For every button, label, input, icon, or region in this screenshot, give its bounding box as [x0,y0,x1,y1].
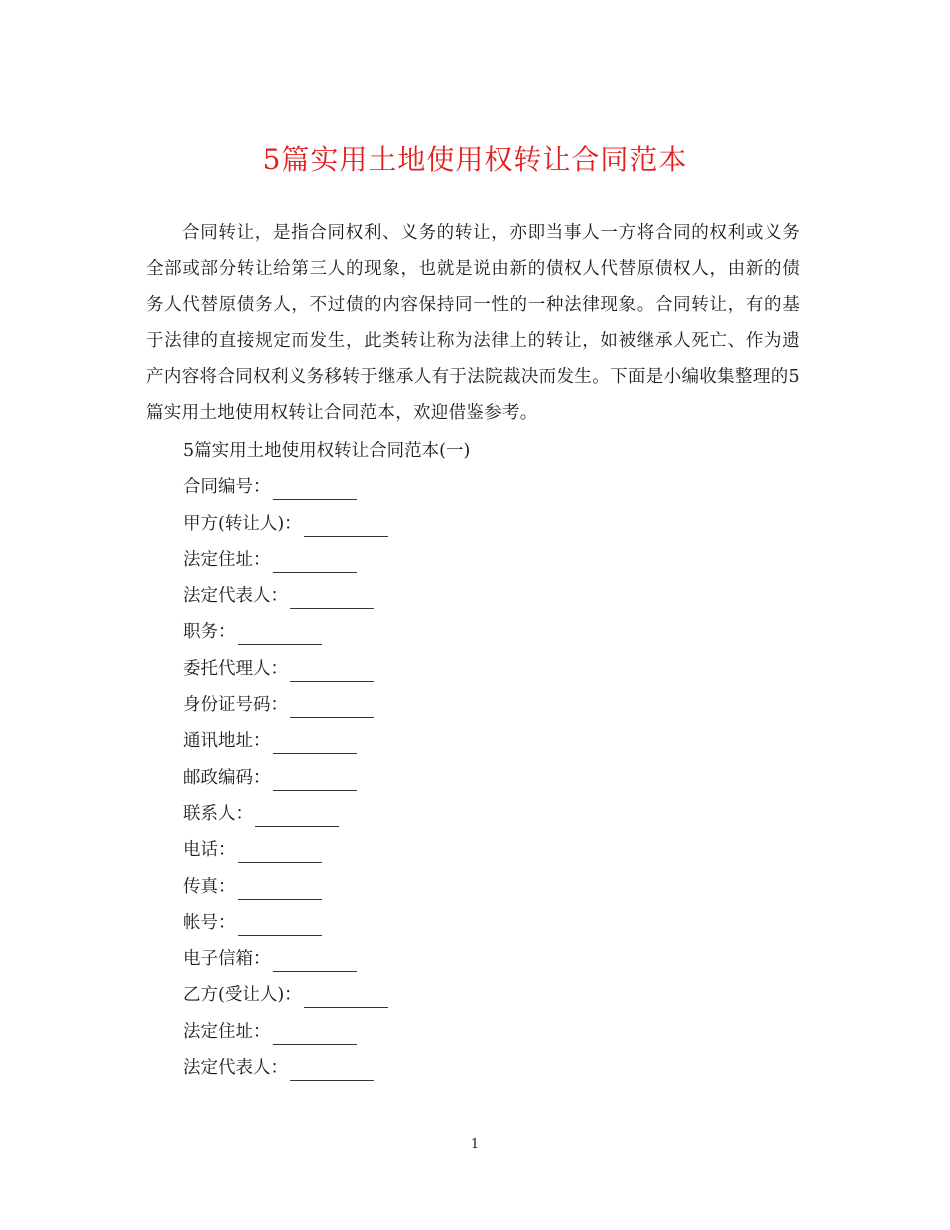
field-position [183,614,470,650]
field-email [183,941,470,977]
fill-in-blank [290,693,374,718]
field-label: 传真： [183,876,236,897]
contract-fields [183,433,470,1086]
field-label: 联系人： [183,803,253,824]
fill-in-blank [290,584,374,609]
fill-in-blank [290,657,374,682]
field-agent [183,651,470,687]
field-party-a [183,506,470,542]
section-heading [183,433,470,469]
intro-paragraph: 合同转让，是指合同权利、义务的转让，亦即当事人一方将合同的权利或义务全部或部分转让给第三人的现象，也就是说由新的债权人代替原债权人，由新的债务人代替原债务人，不过债的内容保持同一性的一种法律现象。合同转让，有的基于法律的直接规定而发生，此类转让称为法律上的转让，如被继承人死亡、作为遗产内容将合同权利义务移转于继承人有于法院裁决而发生。下面是小编收集整理的5篇实用土地使用权转让合同范本，欢迎借鉴参考。 [146,223,800,423]
fill-in-blank [273,548,357,573]
field-label: 职务： [183,622,236,643]
field-phone [183,832,470,868]
field-label: 法定代表人： [183,1058,288,1079]
field-id-number [183,687,470,723]
field-label: 法定住址： [183,1021,271,1042]
field-legal-address-a [183,542,470,578]
fill-in-blank [273,766,357,791]
fill-in-blank [255,802,339,827]
fill-in-blank [290,1056,374,1081]
field-label: 合同编号： [183,477,271,498]
fill-in-blank [273,475,357,500]
fill-in-blank [273,947,357,972]
document-title: 5篇实用土地使用权转让合同范本 [262,143,688,176]
fill-in-blank [238,838,322,863]
field-account [183,905,470,941]
field-label: 甲方(转让人)： [183,513,302,534]
field-postal-code [183,760,470,796]
field-mailing-address [183,723,470,759]
field-party-b [183,977,470,1013]
field-label: 法定代表人： [183,586,288,607]
fill-in-blank [238,875,322,900]
field-label: 帐号： [183,912,236,933]
field-legal-representative-a [183,578,470,614]
fill-in-blank [238,620,322,645]
field-contract-number [183,469,470,505]
fill-in-blank [304,512,388,537]
page-number: 1 [470,1137,480,1152]
field-label: 乙方(受让人)： [183,985,302,1006]
fill-in-blank [304,983,388,1008]
field-legal-address-b [183,1014,470,1050]
field-label: 邮政编码： [183,767,271,788]
fill-in-blank [238,911,322,936]
section-heading-text: 5篇实用土地使用权转让合同范本(一) [183,441,471,461]
fill-in-blank [273,729,357,754]
field-label: 委托代理人： [183,658,288,679]
field-fax [183,869,470,905]
field-label: 电话： [183,840,236,861]
fill-in-blank [273,1020,357,1045]
field-label: 电子信箱： [183,949,271,970]
field-label: 法定住址： [183,549,271,570]
field-label: 身份证号码： [183,695,288,716]
field-label: 通讯地址： [183,731,271,752]
field-legal-representative-b [183,1050,470,1086]
field-contact-person [183,796,470,832]
